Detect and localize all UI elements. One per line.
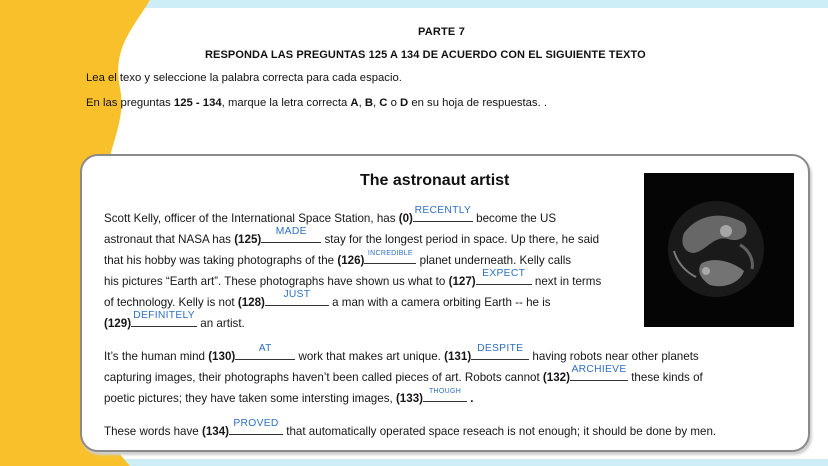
article-line-6: (129) DEFINITELY an artist. xyxy=(104,310,245,330)
article-line-5: of technology. Kelly is not (128) JUST a man with a camera orbiting Earth -- he is xyxy=(104,289,551,309)
instruction-title: RESPONDA LAS PREGUNTAS 125 A 134 DE ACUERDO CON EL SIGUIENTE TEXTO xyxy=(205,49,646,61)
article-line-9: poetic pictures; they have taken some intersting images, (133) THOUGH . xyxy=(104,388,474,405)
article-line-7: It’s the human mind (130) AT work that makes art unique. (131) DESPITE having robots near other planets xyxy=(104,343,699,363)
answer-127: EXPECT xyxy=(482,268,526,279)
answer-133: THOUGH xyxy=(428,388,462,395)
article-line-8: capturing images, their photographs haven’t been called pieces of art. Robots cannot (132) ARCHIEVE these kinds of xyxy=(104,364,703,384)
answer-blank-129 xyxy=(131,310,197,327)
answer-blank-131 xyxy=(471,343,529,360)
answer-blank-126 xyxy=(364,251,416,264)
answer-blank-125 xyxy=(261,226,321,243)
answer-blank-0 xyxy=(413,205,473,222)
article-line-2: astronaut that NASA has (125) MADE stay for the longest period in space. Up there, he said xyxy=(104,226,600,246)
answer-blank-128 xyxy=(265,289,329,306)
part-heading: PARTE 7 xyxy=(418,26,466,38)
article-line-3: that his hobby was taking photographs of the (126) INCREDIBLE planet underneath. Kelly calls xyxy=(104,250,572,267)
article-line-10: These words have (134) PROVED that automatically operated space reseach is not enough; it should be done by men. xyxy=(104,418,717,438)
article-title: The astronaut artist xyxy=(360,172,510,189)
answer-128: JUST xyxy=(283,289,311,300)
answer-0: RECENTLY xyxy=(414,205,472,216)
answer-blank-134 xyxy=(229,418,283,435)
answer-131: DESPITE xyxy=(477,343,524,354)
earth-from-space-icon xyxy=(644,173,794,327)
answer-130: AT xyxy=(258,343,272,354)
earth-photo xyxy=(644,173,794,327)
instruction-line-1: Lea el texo y seleccione la palabra correcta para cada espacio. xyxy=(86,72,402,84)
answer-blank-127 xyxy=(476,268,532,285)
answer-134: PROVED xyxy=(233,418,279,429)
answer-129: DEFINITELY xyxy=(133,310,195,321)
article-line-4: his pictures “Earth art”. These photographs have shown us what to (127) EXPECT next in terms xyxy=(104,268,602,288)
answer-blank-130 xyxy=(235,343,295,360)
answer-132: ARCHIEVE xyxy=(571,364,627,375)
answer-125: MADE xyxy=(275,226,307,237)
answer-blank-132 xyxy=(570,364,628,381)
instruction-line-2: En las preguntas 125 - 134, marque la letra correcta A, B, C o D en su hoja de respuestas. . xyxy=(86,97,547,109)
answer-blank-133 xyxy=(423,389,467,402)
article-line-1: Scott Kelly, officer of the International Space Station, has (0) RECENTLY become the US xyxy=(104,205,557,225)
answer-126: INCREDIBLE xyxy=(367,250,413,257)
